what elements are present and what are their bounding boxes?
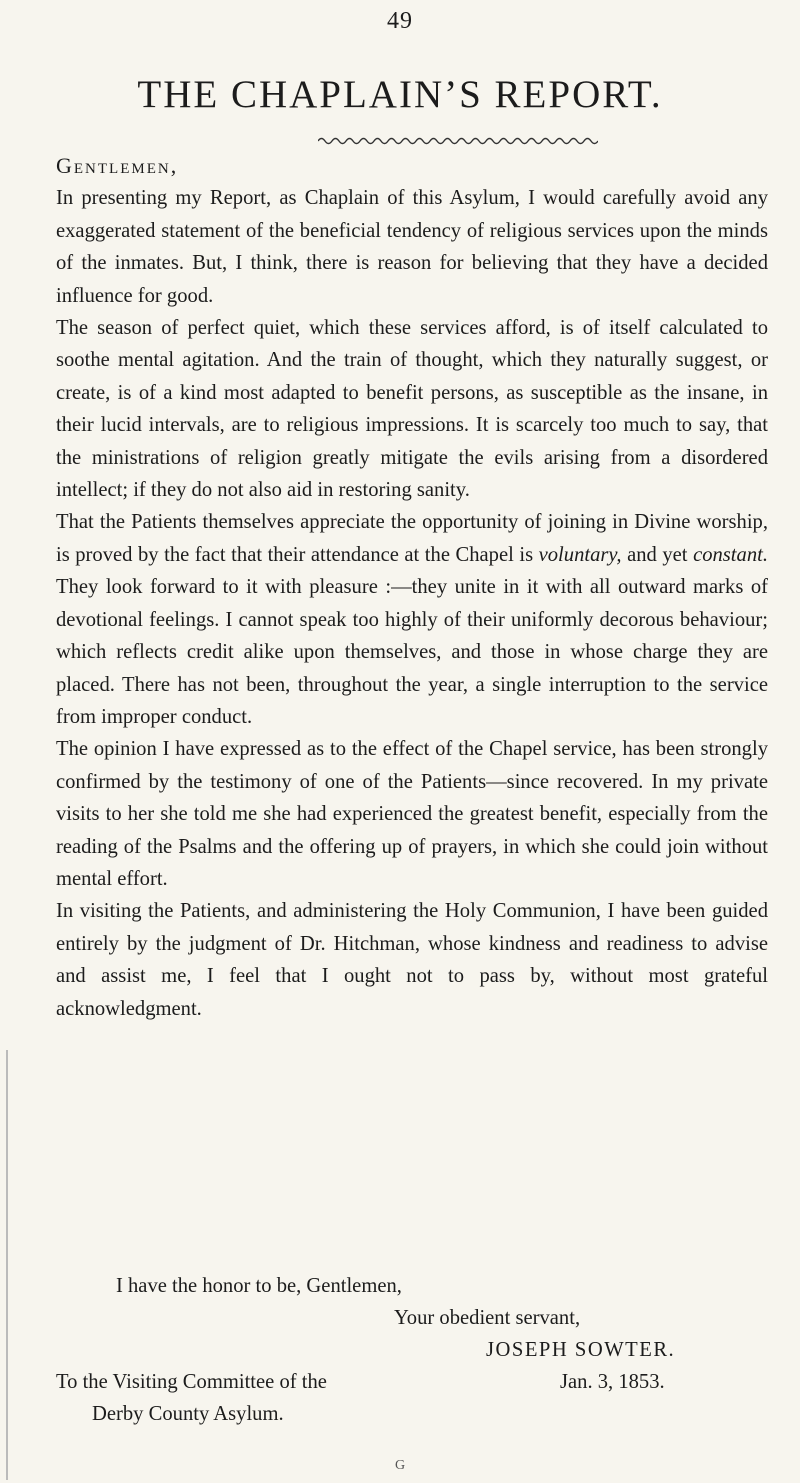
addressee-line-1: To the Visiting Committee of the (56, 1371, 327, 1393)
paragraph-3-text-c: They look forward to it with pleasure :—they unite in it with all outward marks of devotional feelings. I cannot speak too highly of their uniformly decorous behaviour; which reflects credit alike upon themselves, and those in whose charge they are placed. There has not been, throughout the year, a single interruption to the service from improper conduct. (56, 576, 768, 728)
closing-servant: Your obedient servant, (394, 1307, 581, 1329)
paragraph-2: The season of perfect quiet, which these services afford, is of itself calculated to soothe mental agitation. And the train of thought, which they naturally suggest, or create, is of a kind most adapted to benefit persons, as susceptible as the insane, in their lucid intervals, are to religious impressions. It is scarcely too much to say, that the ministrations of religion greatly mitigate the evils arising from a disordered intellect; if they do not also aid in restoring sanity. (56, 317, 768, 502)
page-edge-shadow (6, 1050, 8, 1480)
decorative-wavy-rule (318, 136, 598, 146)
paragraph-3-text-a: That the Patients themselves appreciate the opportunity of joining in Divine worship, is proved by the fact that their attendance at the Chapel is (56, 511, 768, 566)
emphasis-constant: constant. (693, 543, 768, 566)
paragraph-1: In presenting my Report, as Chaplain of this Asylum, I would carefully avoid any exaggerated statement of the beneficial tendency of religious services upon the minds of the inmates. But, I think, there is reason for believing that they have a decided influence for good. (56, 187, 768, 307)
paragraph-5: In visiting the Patients, and administering the Holy Communion, I have been guided entirely by the judgment of Dr. Hitchman, whose kindness and readiness to advise and assist me, I feel that I ought not to pass by, without most grateful acknowledgment. (56, 900, 768, 1020)
signature-name: JOSEPH SOWTER. (486, 1339, 676, 1361)
paragraph-4: The opinion I have expressed as to the effect of the Chapel service, has been strongly confirmed by the testimony of one of the Patients—since recovered. In my private visits to her she told me she had experienced the greatest benefit, especially from the reading of the Psalms and the offering up of prayers, in which she could join without mental effort. (56, 738, 768, 890)
paragraph-3-text-b: and yet (621, 543, 694, 566)
printer-signature-mark: G (394, 1458, 406, 1473)
letter-date: Jan. 3, 1853. (560, 1371, 665, 1393)
report-body (56, 150, 768, 1025)
paragraph-3 (56, 506, 768, 733)
addressee-line-2: Derby County Asylum. (92, 1403, 284, 1425)
salutation: Gentlemen, (56, 153, 179, 178)
page-number: 49 (387, 8, 413, 34)
page-title: THE CHAPLAIN’S REPORT. (137, 73, 663, 116)
emphasis-voluntary: voluntary, (538, 543, 622, 566)
closing-honor: I have the honor to be, Gentlemen, (116, 1275, 402, 1297)
